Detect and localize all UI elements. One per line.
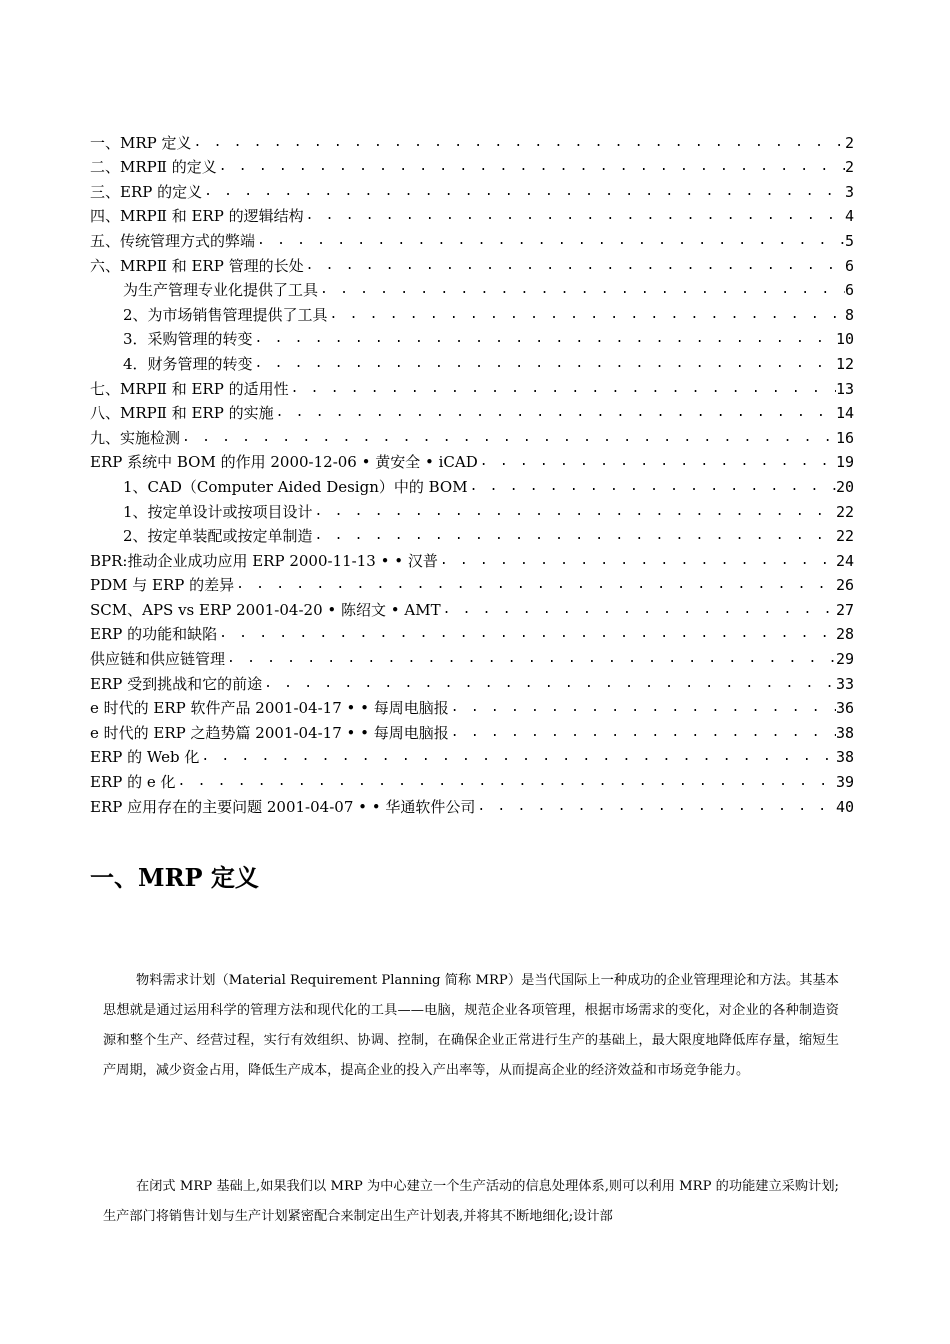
toc-entry-title: 4．财务管理的转变 <box>123 354 253 373</box>
section-heading: 一、MRP 定义 <box>90 863 259 892</box>
toc-entry-title: 四、MRPⅡ 和 ERP 的逻辑结构 <box>90 207 304 226</box>
toc-entry[interactable] <box>90 226 854 251</box>
toc-entry[interactable] <box>90 251 854 276</box>
toc-entry-title: ERP 的 Web 化 <box>90 748 200 767</box>
toc-entry[interactable] <box>90 694 854 719</box>
toc-entry-title: 1、CAD（Computer Aided Design）中的 BOM <box>123 477 468 496</box>
toc-dot-leader <box>475 797 836 817</box>
toc-entry-title: 九、实施检测 <box>90 428 181 447</box>
toc-entry[interactable] <box>90 177 854 202</box>
toc-entry[interactable] <box>90 669 854 694</box>
toc-entry-page-number: 4 <box>844 207 854 226</box>
toc-entry-page-number: 38 <box>835 748 854 767</box>
toc-dot-leader <box>217 157 845 177</box>
toc-dot-leader <box>304 206 845 226</box>
toc-entry[interactable] <box>90 718 854 743</box>
toc-entry[interactable] <box>90 153 854 178</box>
toc-entry-title: SCM、APS vs ERP 2001-04-20 • 陈绍文 • AMT <box>90 600 441 619</box>
toc-entry-page-number: 26 <box>835 576 854 595</box>
toc-entry[interactable] <box>90 571 854 596</box>
toc-entry[interactable] <box>90 423 854 448</box>
toc-entry-page-number: 5 <box>844 231 854 250</box>
toc-entry-title: 八、MRPⅡ 和 ERP 的实施 <box>90 404 274 423</box>
toc-entry-title: e 时代的 ERP 之趋势篇 2001-04-17 • • 每周电脑报 <box>90 723 449 742</box>
toc-entry-page-number: 6 <box>844 256 854 275</box>
toc-dot-leader <box>304 256 845 276</box>
toc-entry[interactable] <box>90 546 854 571</box>
table-of-contents <box>90 128 854 817</box>
toc-entry-page-number: 2 <box>844 133 854 152</box>
toc-entry[interactable] <box>90 374 854 399</box>
toc-entry-title: 2、按定单装配或按定单制造 <box>123 527 313 546</box>
toc-entry-page-number: 6 <box>844 281 854 300</box>
toc-dot-leader <box>441 600 836 620</box>
toc-entry[interactable] <box>90 472 854 497</box>
toc-entry-page-number: 33 <box>835 674 854 693</box>
toc-dot-leader <box>318 280 845 300</box>
toc-dot-leader <box>202 182 845 202</box>
toc-entry[interactable] <box>90 128 854 153</box>
toc-dot-leader <box>255 231 845 251</box>
toc-entry[interactable] <box>90 399 854 424</box>
toc-entry-title: 一、MRP 定义 <box>90 133 192 152</box>
toc-dot-leader <box>253 354 836 374</box>
toc-entry-page-number: 38 <box>835 723 854 742</box>
toc-entry-page-number: 20 <box>835 477 854 496</box>
toc-dot-leader <box>313 526 836 546</box>
toc-dot-leader <box>225 649 836 669</box>
toc-entry[interactable] <box>90 276 854 301</box>
toc-entry[interactable] <box>90 325 854 350</box>
toc-entry-title: 3．采购管理的转变 <box>123 330 253 349</box>
toc-entry[interactable] <box>90 349 854 374</box>
toc-entry-title: ERP 受到挑战和它的前途 <box>90 674 263 693</box>
toc-entry-page-number: 36 <box>835 699 854 718</box>
toc-dot-leader <box>192 133 845 153</box>
toc-dot-leader <box>217 624 836 644</box>
toc-entry-title: BPR:推动企业成功应用 ERP 2000-11-13 • • 汉普 <box>90 551 438 570</box>
toc-dot-leader <box>449 723 836 743</box>
toc-entry-title: 三、ERP 的定义 <box>90 182 203 201</box>
body-paragraph: 物料需求计划（Material Requirement Planning 简称 MRP）是当代国际上一种成功的企业管理理论和方法。其基本思想就是通过运用科学的管理方法和现代化的工具——电脑，规范企业各项管理，根据市场需求的变化，对企业的各种制造资源和整个生产、经营过程，实行有效组织、协调、控制，在确保企业正常进行生产的基础上，最大限度地降低库存量，缩短生产周期，减少资金占用，降低生产成本，提高企业的投入产出率等，从而提高企业的经济效益和市场竞争能力。 <box>103 973 839 1078</box>
toc-dot-leader <box>478 452 836 472</box>
toc-dot-leader <box>199 747 836 767</box>
toc-dot-leader <box>274 403 836 423</box>
toc-entry[interactable] <box>90 300 854 325</box>
toc-entry-page-number: 10 <box>835 330 854 349</box>
toc-entry-page-number: 27 <box>835 600 854 619</box>
toc-dot-leader <box>289 379 836 399</box>
toc-entry-page-number: 13 <box>835 379 854 398</box>
toc-dot-leader <box>468 477 836 497</box>
toc-entry-title: 七、MRPⅡ 和 ERP 的适用性 <box>90 379 289 398</box>
toc-entry-title: 六、MRPⅡ 和 ERP 管理的长处 <box>90 256 304 275</box>
toc-entry[interactable] <box>90 497 854 522</box>
toc-entry-page-number: 16 <box>835 428 854 447</box>
toc-entry-page-number: 39 <box>835 773 854 792</box>
toc-entry[interactable] <box>90 792 854 817</box>
toc-entry-title: e 时代的 ERP 软件产品 2001-04-17 • • 每周电脑报 <box>90 699 449 718</box>
toc-entry-title: PDM 与 ERP 的差异 <box>90 576 235 595</box>
toc-dot-leader <box>438 551 836 571</box>
toc-entry-title: 2、为市场销售管理提供了工具 <box>123 305 328 324</box>
toc-entry-title: 1、按定单设计或按项目设计 <box>123 502 313 521</box>
toc-dot-leader <box>180 428 836 448</box>
toc-entry-page-number: 8 <box>844 305 854 324</box>
toc-entry[interactable] <box>90 620 854 645</box>
toc-dot-leader <box>313 502 836 522</box>
toc-entry[interactable] <box>90 644 854 669</box>
toc-entry-page-number: 40 <box>835 797 854 816</box>
toc-entry[interactable] <box>90 767 854 792</box>
toc-entry-title: ERP 的功能和缺陷 <box>90 625 218 644</box>
toc-entry-page-number: 28 <box>835 625 854 644</box>
toc-dot-leader <box>449 698 836 718</box>
toc-entry-title: 为生产管理专业化提供了工具 <box>123 281 319 300</box>
toc-entry-page-number: 3 <box>844 182 854 201</box>
toc-entry-title: ERP 系统中 BOM 的作用 2000-12-06 • 黄安全 • iCAD <box>90 453 478 472</box>
toc-entry[interactable] <box>90 522 854 547</box>
toc-entry[interactable] <box>90 448 854 473</box>
toc-entry[interactable] <box>90 595 854 620</box>
toc-dot-leader <box>234 575 836 595</box>
body-paragraph: 在闭式 MRP 基础上,如果我们以 MRP 为中心建立一个生产活动的信息处理体系,则可以利用 MRP 的功能建立采购计划;生产部门将销售计划与生产计划紧密配合来制定出生产计划表,并将其不断地细化;设计部 <box>103 1179 839 1224</box>
toc-entry-page-number: 19 <box>835 453 854 472</box>
toc-entry-page-number: 12 <box>835 354 854 373</box>
toc-entry-page-number: 2 <box>844 158 854 177</box>
toc-entry-title: 五、传统管理方式的弊端 <box>90 231 256 250</box>
toc-dot-leader <box>253 329 836 349</box>
toc-dot-leader <box>176 772 836 792</box>
toc-entry-page-number: 14 <box>835 404 854 423</box>
toc-entry-page-number: 22 <box>835 527 854 546</box>
toc-entry-page-number: 24 <box>835 551 854 570</box>
toc-dot-leader <box>262 674 836 694</box>
toc-entry[interactable] <box>90 202 854 227</box>
toc-dot-leader <box>328 305 845 325</box>
toc-entry-page-number: 29 <box>835 650 854 669</box>
toc-entry-title: ERP 的 e 化 <box>90 773 176 792</box>
toc-entry-title: ERP 应用存在的主要问题 2001-04-07 • • 华通软件公司 <box>90 797 476 816</box>
toc-entry[interactable] <box>90 743 854 768</box>
toc-entry-page-number: 22 <box>835 502 854 521</box>
toc-entry-title: 供应链和供应链管理 <box>90 650 226 669</box>
toc-entry-title: 二、MRPⅡ 的定义 <box>90 158 217 177</box>
